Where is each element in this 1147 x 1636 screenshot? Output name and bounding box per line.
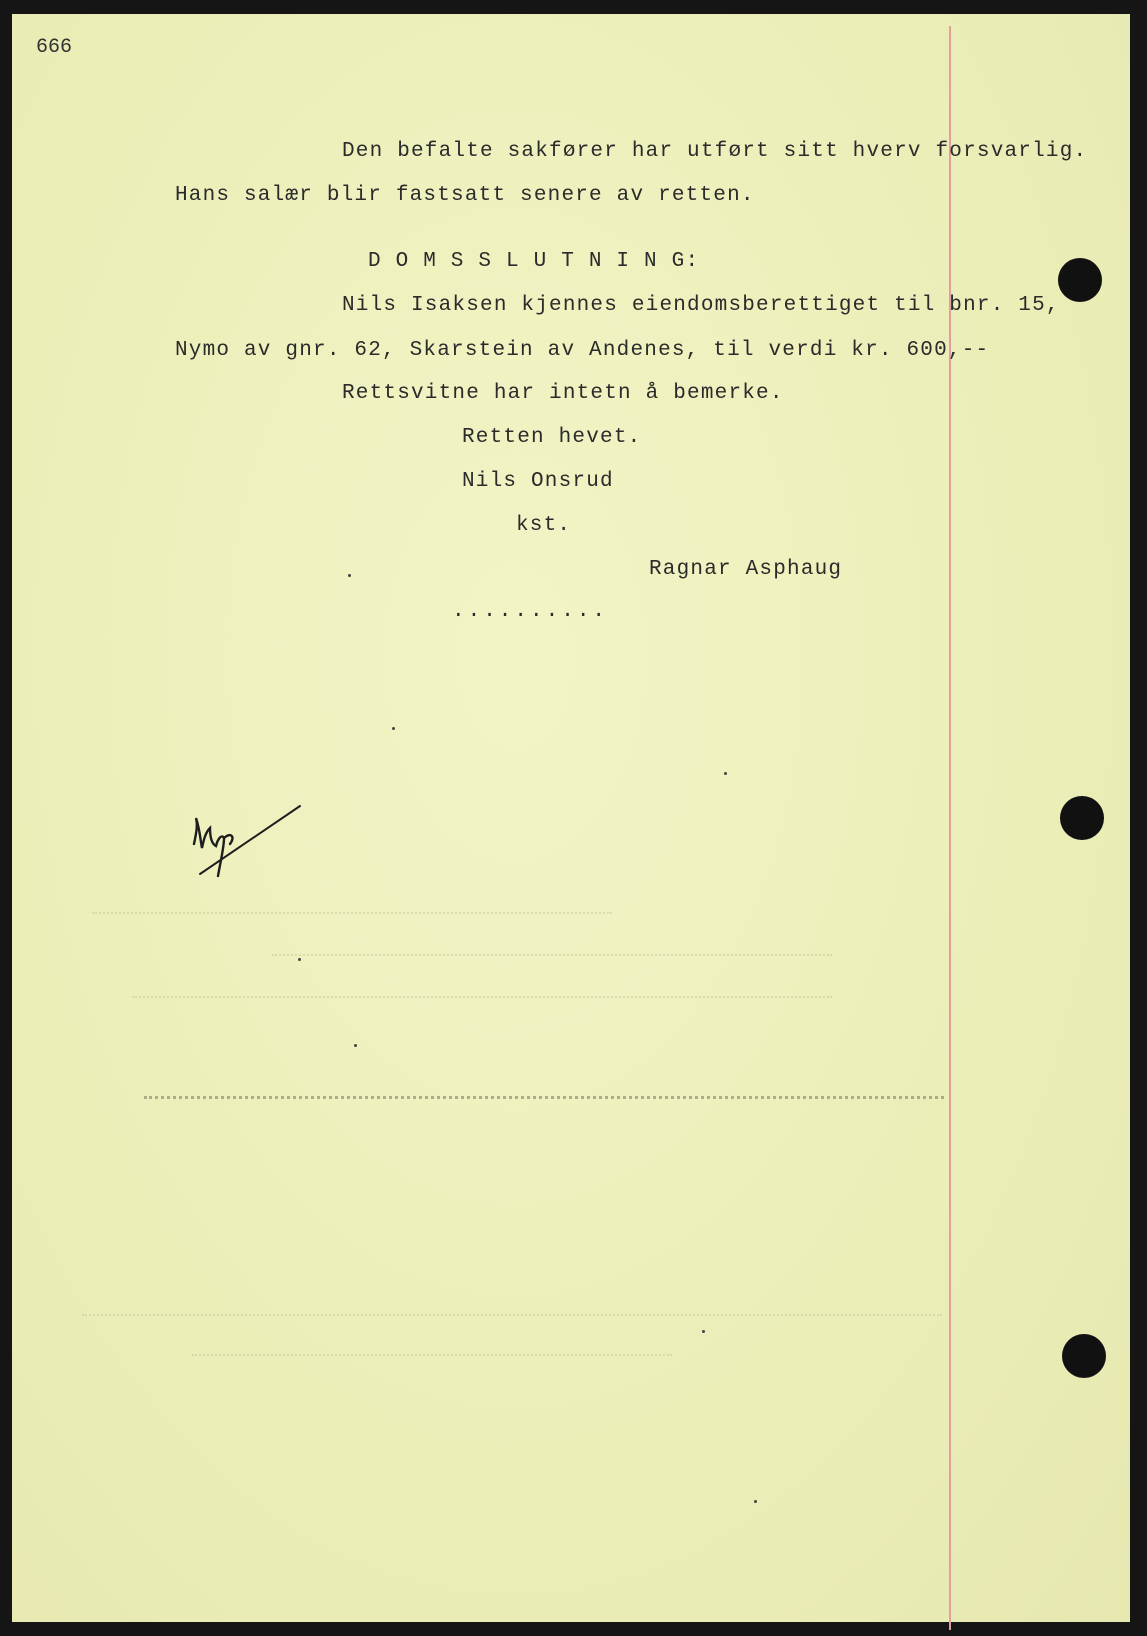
dotted-rule [144, 1096, 944, 1099]
handwritten-signature [190, 804, 320, 894]
kst-label: kst. [516, 514, 572, 537]
ink-speck [754, 1500, 757, 1503]
clerk-name: Ragnar Asphaug [649, 558, 843, 581]
text-line-6: Rettsvitne har intetn å bemerke. [342, 382, 784, 405]
dotted-separator: .......... [452, 600, 609, 623]
text-line-2: Hans salær blir fastsatt senere av retten. [175, 184, 755, 207]
faint-bleed-line [192, 1354, 672, 1356]
ink-speck [724, 772, 727, 775]
ink-speck [298, 958, 301, 961]
ink-speck [702, 1330, 705, 1333]
faint-bleed-line [82, 1314, 942, 1316]
document-page [12, 14, 1130, 1622]
text-line-4: Nils Isaksen kjennes eiendomsberettiget til bnr. 15, [342, 294, 1060, 317]
page-number: 666 [36, 36, 73, 59]
text-line-1: Den befalte sakfører har utført sitt hverv forsvarlig. [342, 140, 1088, 163]
punch-hole [1060, 796, 1104, 840]
ink-speck [354, 1044, 357, 1047]
red-margin-line [949, 26, 951, 1630]
faint-bleed-line [92, 912, 612, 914]
punch-hole [1062, 1334, 1106, 1378]
text-line-5: Nymo av gnr. 62, Skarstein av Andenes, til verdi kr. 600,-- [175, 339, 990, 362]
ink-speck [392, 727, 395, 730]
faint-bleed-line [132, 996, 832, 998]
faint-bleed-line [272, 954, 832, 956]
punch-hole [1058, 258, 1102, 302]
text-line-7: Retten hevet. [462, 426, 642, 449]
domsslutning-heading: D O M S S L U T N I N G: [368, 250, 700, 273]
ink-speck [348, 574, 351, 577]
judge-name: Nils Onsrud [462, 470, 614, 493]
